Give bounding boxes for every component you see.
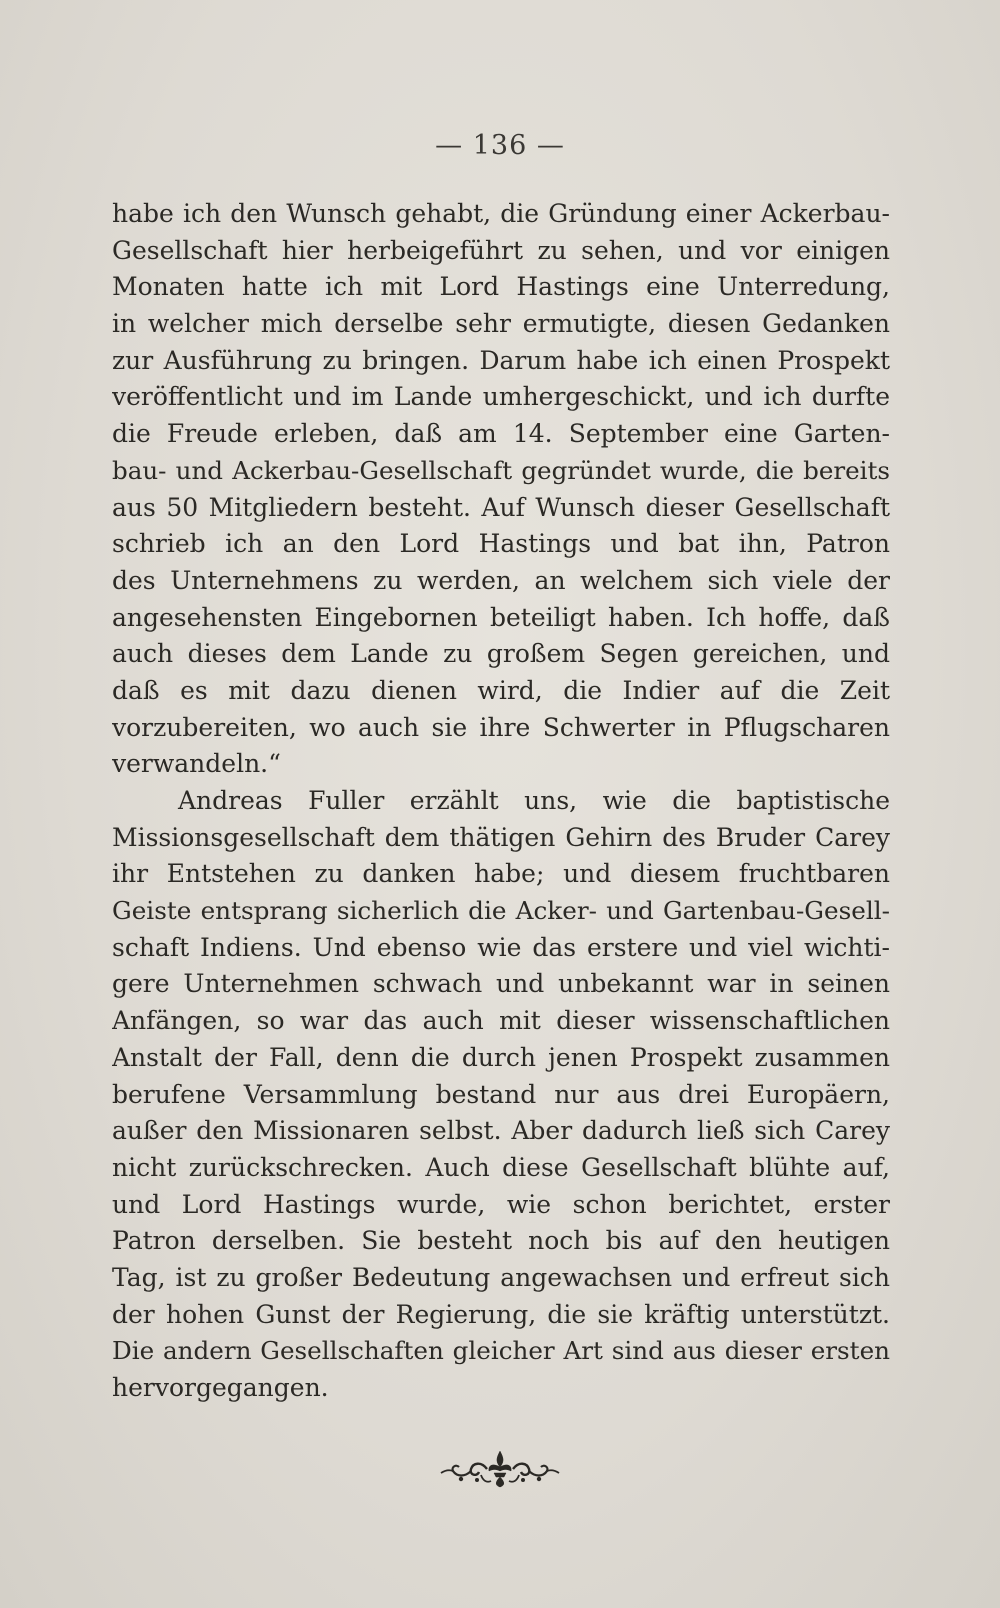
text-line: Tag, ist zu großer Bedeutung angewachsen und erfreut sich xyxy=(112,1262,890,1292)
text-line: nicht zurückschrecken. Auch diese Gesellschaft blühte auf, xyxy=(112,1152,890,1182)
text-line: bau- und Ackerbau-Gesellschaft gegründet wurde, die bereits xyxy=(112,455,890,485)
text-line: schaft Indiens. Und ebenso wie das erstere und viel wichti- xyxy=(112,932,890,962)
text-line: die Freude erleben, daß am 14. September eine Garten- xyxy=(112,419,890,449)
text-line: in welcher mich derselbe sehr ermutigte, diesen Gedanken xyxy=(112,309,890,339)
text-line: verwandeln.“ xyxy=(112,749,281,779)
text-line: Patron derselben. Sie besteht noch bis auf den heutigen xyxy=(112,1226,890,1256)
text-line: Missionsgesellschaft dem thätigen Gehirn des Bruder Carey xyxy=(112,822,890,852)
text-line: Gesellschaft hier herbeigeführt zu sehen, und vor einigen xyxy=(112,235,890,265)
text-line: Die andern Gesellschaften gleicher Art sind aus dieser ersten xyxy=(112,1336,890,1366)
text-line: auch dieses dem Lande zu großem Segen gereichen, und xyxy=(112,639,890,669)
text-line: schrieb ich an den Lord Hastings und bat ihn, Patron xyxy=(112,529,890,559)
text-line: außer den Missionaren selbst. Aber dadurch ließ sich Carey xyxy=(112,1116,890,1146)
page-number: — 136 — xyxy=(435,130,565,161)
floral-ornament-icon xyxy=(437,1445,563,1491)
text-line: aus 50 Mitgliedern besteht. Auf Wunsch dieser Gesellschaft xyxy=(112,492,890,522)
text-line: Anfängen, so war das auch mit dieser wissenschaftlichen xyxy=(112,1006,890,1036)
text-line: Monaten hatte ich mit Lord Hastings eine Unterredung, xyxy=(112,272,890,302)
text-line: angesehensten Eingebornen beteiligt haben. Ich hoffe, daß xyxy=(112,602,890,632)
text-line: berufene Versammlung bestand nur aus drei Europäern, xyxy=(112,1079,890,1109)
text-line: Geiste entsprang sicherlich die Acker- und Gartenbau-Gesell- xyxy=(112,896,890,926)
text-line: Andreas Fuller erzählt uns, wie die baptistische xyxy=(178,786,890,815)
text-line: des Unternehmens zu werden, an welchem sich viele der xyxy=(112,565,890,595)
text-line: hervorgegangen. xyxy=(112,1373,329,1402)
text-line: ihr Entstehen zu danken habe; und diesem fruchtbaren xyxy=(112,859,890,889)
text-line: und Lord Hastings wurde, wie schon berichtet, erster xyxy=(112,1189,890,1219)
text-line: vorzubereiten, wo auch sie ihre Schwerter in Pflugscharen xyxy=(112,712,890,742)
text-line: daß es mit dazu dienen wird, die Indier auf die Zeit xyxy=(112,675,890,705)
text-line: gere Unternehmen schwach und unbekannt war in seinen xyxy=(112,969,890,999)
text-line: veröffentlicht und im Lande umhergeschickt, und ich durfte xyxy=(112,382,890,412)
text-line: Anstalt der Fall, denn die durch jenen Prospekt zusammen xyxy=(112,1042,890,1072)
text-line: zur Ausführung zu bringen. Darum habe ich einen Prospekt xyxy=(112,345,890,375)
body-text xyxy=(112,196,890,1407)
text-line: habe ich den Wunsch gehabt, die Gründung einer Ackerbau- xyxy=(112,199,890,228)
text-line: der hohen Gunst der Regierung, die sie kräftig unterstützt. xyxy=(112,1299,890,1329)
